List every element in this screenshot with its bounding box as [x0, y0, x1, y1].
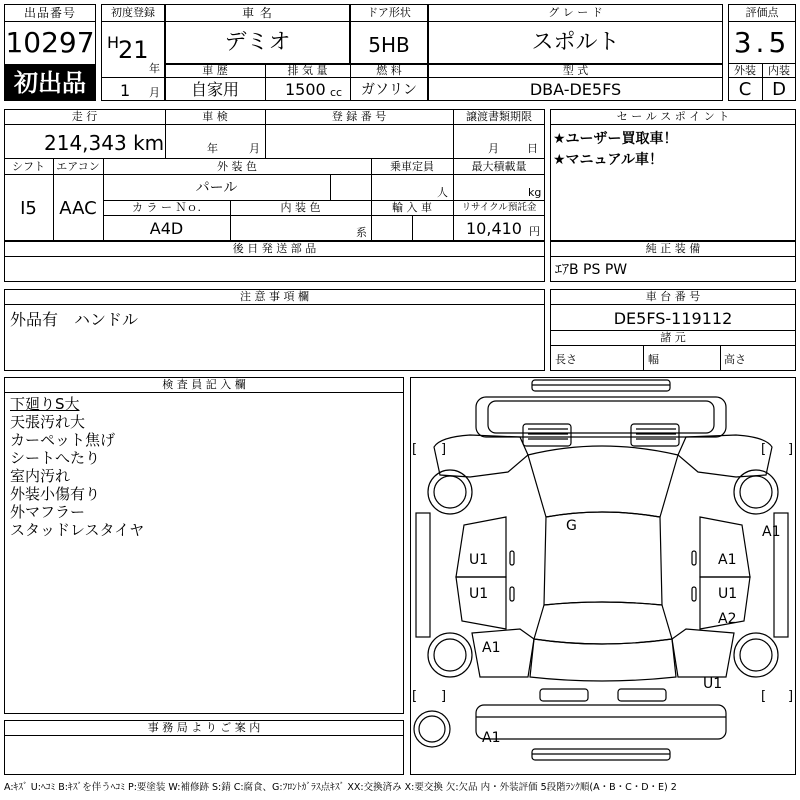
transfer-month-unit: 月: [488, 142, 499, 155]
history: 自家用: [190, 80, 239, 99]
later-parts-label: 後 日 発 送 部 品: [232, 242, 317, 255]
model: DBA-DE5FS: [529, 80, 622, 99]
inspection-line-2: 天張汚れ大: [10, 413, 86, 431]
first-listing-text: 初出品: [14, 69, 86, 97]
damage-mark-u1-right-rear: U1: [703, 676, 723, 692]
displacement-unit: cc: [330, 86, 343, 99]
damage-mark-a1-right-front-door: A1: [718, 552, 737, 568]
chassis: DE5FS-119112: [613, 309, 733, 328]
reg-year: 21: [118, 36, 149, 64]
capacity-label: 乗車定員: [390, 160, 434, 173]
inspection-label: 検 査 員 記 入 欄: [162, 378, 246, 391]
ext-grade: C: [738, 79, 752, 100]
score-label: 評価点: [745, 6, 779, 19]
score: 3.5: [733, 26, 791, 59]
inspection-line-6: 外装小傷有り: [10, 485, 101, 503]
import-label: 輸 入 車: [392, 201, 432, 214]
door-type: 5HB: [368, 33, 410, 57]
legend: A:ｷｽﾞ U:ﾍｺﾐ B:ｷｽﾞを伴うﾍｺﾐ P:要塗装 W:補修跡 S:錆 C:腐食、G:ﾌﾛﾝﾄｶﾞﾗｽ点ｷｽﾞ XX:交換済み X:要交換 欠:欠品 内・外装評価 5段階ﾗﾝｸ順(A・B・C・D・E) 2: [4, 782, 677, 793]
inspection-line-7: 外マフラー: [10, 503, 86, 521]
bracket-front-right-close: ]: [788, 442, 794, 457]
insp-month-unit: 月: [249, 142, 260, 155]
model-label: 型 式: [562, 64, 589, 77]
max-load-unit: kg: [528, 186, 542, 199]
mileage-label: 走 行: [71, 110, 98, 123]
height-label: 高さ: [724, 353, 746, 366]
bracket-rear-left-close: ]: [441, 689, 447, 704]
capacity-unit: 人: [437, 186, 448, 199]
car-diagram: [410, 377, 796, 775]
displacement: 1500: [285, 80, 326, 99]
ac: AAC: [59, 198, 97, 219]
mileage: 214,343 km: [44, 131, 165, 155]
shift: I5: [20, 198, 37, 219]
grade-label: グ レ ー ド: [548, 6, 603, 19]
inspection-label: 車 検: [202, 110, 228, 123]
lot-number-label: 出品番号: [23, 6, 76, 20]
max-load-label: 最大積載量: [471, 160, 527, 173]
first-reg-label: 初度登録: [111, 6, 155, 19]
car-name: デミオ: [224, 30, 291, 55]
sales-point-1: ★ユーザー買取車！: [553, 131, 678, 147]
recycle: 10,410: [466, 219, 522, 238]
lot-number: 10297: [5, 26, 95, 59]
inspection-line-1: 下廻りS大: [10, 395, 80, 413]
bracket-front-right: [: [761, 442, 767, 457]
insp-year-unit: 年: [207, 142, 218, 155]
damage-mark-a1-right-front: A1: [762, 524, 781, 540]
inspection-line-3: カーペット焦げ: [10, 431, 116, 449]
bracket-front-left: [: [412, 442, 418, 457]
int-grade: D: [772, 79, 786, 100]
shift-label: シフト: [12, 160, 45, 173]
damage-mark-u1-left-rear-door: U1: [469, 586, 489, 602]
bracket-rear-right: [: [761, 689, 767, 704]
inspection-line-8: スタッドレスタイヤ: [10, 521, 145, 539]
reg-month: 1: [120, 81, 131, 100]
fuel-label: 燃 料: [376, 64, 402, 77]
interior-color-label: 内 装 色: [280, 201, 321, 214]
color-no: A4D: [149, 219, 184, 238]
bracket-rear-left: [: [412, 689, 418, 704]
specs-label: 諸 元: [660, 331, 686, 344]
year-unit: 年: [149, 62, 160, 75]
damage-mark-a1-left-rear: A1: [482, 640, 501, 656]
reg-no-label: 登 録 番 号: [331, 110, 387, 123]
color-no-label: カ ラ ー Ｎｏ.: [132, 201, 201, 214]
chassis-label: 車 台 番 号: [645, 290, 701, 303]
car-name-label: 車 名: [242, 6, 273, 20]
door-label: ドア形状: [367, 6, 411, 19]
bracket-rear-right-close: ]: [788, 689, 794, 704]
bracket-front-left-close: ]: [441, 442, 447, 457]
sales-point-2: ★マニュアル車！: [553, 152, 663, 168]
damage-mark-a2-right-rear-door: A2: [718, 611, 737, 627]
displacement-label: 排 気 量: [287, 64, 328, 77]
recycle-label: リサイクル預託金: [461, 202, 537, 213]
history-label: 車 歴: [202, 64, 228, 77]
transfer-day-unit: 日: [527, 142, 538, 155]
width-label: 幅: [648, 353, 659, 366]
month-unit: 月: [149, 86, 160, 99]
int-label: 内装: [768, 64, 790, 77]
damage-mark-a1-bottom: A1: [482, 730, 501, 746]
interior-color-unit: 系: [356, 226, 367, 239]
transfer-label: 譲渡書類期限: [466, 110, 532, 123]
sales-points-label: セ ー ル ス ポ イ ン ト: [616, 110, 730, 123]
ext-label: 外装: [734, 64, 756, 77]
exterior-color: パール: [195, 180, 238, 196]
recycle-unit: 円: [529, 225, 540, 238]
office-label: 事 務 局 よ り ご 案 内: [147, 721, 261, 734]
era-letter: H: [107, 33, 120, 52]
genuine-label: 純 正 装 備: [645, 242, 701, 255]
fuel: ガソリン: [361, 82, 417, 98]
grade: スポルト: [531, 30, 620, 55]
exterior-color-label: 外 装 色: [217, 160, 257, 173]
damage-mark-u1-left-front-door: U1: [469, 552, 489, 568]
inspection-line-4: シートへたり: [10, 449, 101, 467]
notes: 外品有 ハンドル: [10, 310, 139, 329]
notes-label: 注 意 事 項 欄: [240, 290, 309, 303]
ac-label: エアコン: [56, 160, 100, 173]
sales-points-box: [550, 109, 796, 241]
genuine: ｴｱB PS PW: [555, 262, 628, 278]
length-label: 長さ: [555, 353, 577, 366]
inspection-line-5: 室内汚れ: [10, 467, 71, 485]
damage-mark-g: G: [566, 518, 577, 534]
damage-mark-u1-right-rear-door: U1: [718, 586, 738, 602]
